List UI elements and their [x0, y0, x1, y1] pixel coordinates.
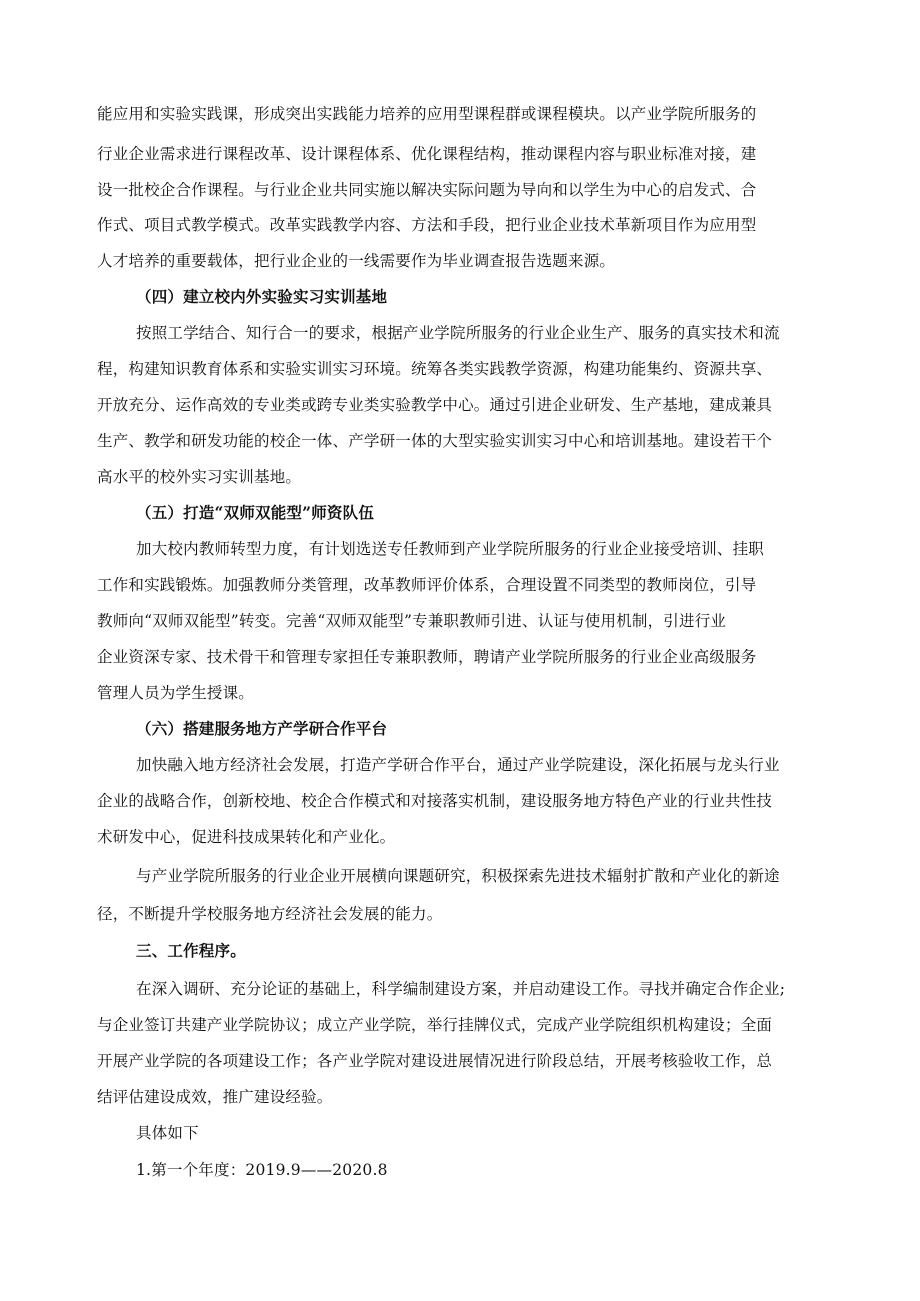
paragraph-line: 程，构建知识教育体系和实验实训实习环境。统筹各类实践教学资源，构建功能集约、资源共享、 — [97, 360, 773, 378]
paragraph-line: 企业的战略合作，创新校地、校企合作模式和对接落实机制，建设服务地方特色产业的行业共性技 — [97, 792, 773, 810]
paragraph-line: 加快融入地方经济社会发展，打造产学研合作平台，通过产业学院建设，深化拓展与龙头行业 — [136, 756, 780, 774]
paragraph-line: 能应用和实验实践课，形成突出实践能力培养的应用型课程群或课程模块。以产业学院所服务的 — [97, 105, 757, 123]
paragraph-line: 开放充分、运作高效的专业类或跨专业类实验教学中心。通过引进企业研发、生产基地，建成兼具 — [97, 396, 773, 414]
paragraph-line: 结评估建设成效，推广建设经验。 — [97, 1088, 333, 1106]
paragraph-line: 设一批校企合作课程。与行业企业共同实施以解决实际问题为导向和以学生为中心的启发式、合 — [97, 181, 757, 199]
paragraph-line: 作式、项目式教学模式。改革实践教学内容、方法和手段，把行业企业技术革新项目作为应用型 — [97, 216, 757, 234]
section-heading: （四）建立校内外实验实习实训基地 — [136, 287, 388, 306]
paragraph-line: 与产业学院所服务的行业企业开展横向课题研究，积极探索先进技术辐射扩散和产业化的新途 — [136, 867, 780, 885]
paragraph-line: 具体如下 — [136, 1124, 199, 1142]
paragraph-line: 加大校内教师转型力度，有计划选送专任教师到产业学院所服务的行业企业接受培训、挂职 — [136, 540, 765, 558]
paragraph-line: 行业企业需求进行课程改革、设计课程体系、优化课程结构，推动课程内容与职业标准对接，建 — [97, 145, 757, 163]
paragraph-line: 术研发中心，促进科技成果转化和产业化。 — [97, 828, 396, 846]
paragraph-line: 生产、教学和研发功能的校企一体、产学研一体的大型实验实训实习中心和培训基地。建设若干个 — [97, 432, 773, 450]
paragraph-line: 与企业签订共建产业学院协议；成立产业学院，举行挂牌仪式，完成产业学院组织机构建设；全面 — [97, 1016, 773, 1034]
paragraph-line: 按照工学结合、知行合一的要求，根据产业学院所服务的行业企业生产、服务的真实技术和流 — [136, 324, 780, 342]
paragraph-line: 管理人员为学生授课。 — [97, 684, 255, 702]
paragraph-line: 工作和实践锻炼。加强教师分类管理，改革教师评价体系，合理设置不同类型的教师岗位，引导 — [97, 576, 757, 594]
section-heading: （五）打造“双师双能型”师资队伍 — [136, 503, 375, 522]
list-item: 1.第一个年度：2019.9——2020.8 — [136, 1161, 388, 1179]
paragraph-line: 人才培养的重要载体，把行业企业的一线需要作为毕业调查报告选题来源。 — [97, 252, 616, 270]
paragraph-line: 径，不断提升学校服务地方经济社会发展的能力。 — [97, 905, 443, 923]
paragraph-line: 高水平的校外实习实训基地。 — [97, 468, 302, 486]
paragraph-line: 企业资深专家、技术骨干和管理专家担任专兼职教师，聘请产业学院所服务的行业企业高级服务 — [97, 648, 757, 666]
section-heading: （六）搭建服务地方产学研合作平台 — [136, 719, 388, 738]
paragraph-line: 开展产业学院的各项建设工作；各产业学院对建设进展情况进行阶段总结，开展考核验收工作，总 — [97, 1052, 773, 1070]
paragraph-line: 在深入调研、充分论证的基础上，科学编制建设方案，并启动建设工作。寻找并确定合作企业; — [136, 980, 786, 998]
section-title: 三、工作程序。 — [136, 941, 246, 960]
paragraph-line: 教师向“双师双能型”转变。完善“双师双能型”专兼职教师引进、认证与使用机制，引进行业 — [97, 612, 727, 630]
